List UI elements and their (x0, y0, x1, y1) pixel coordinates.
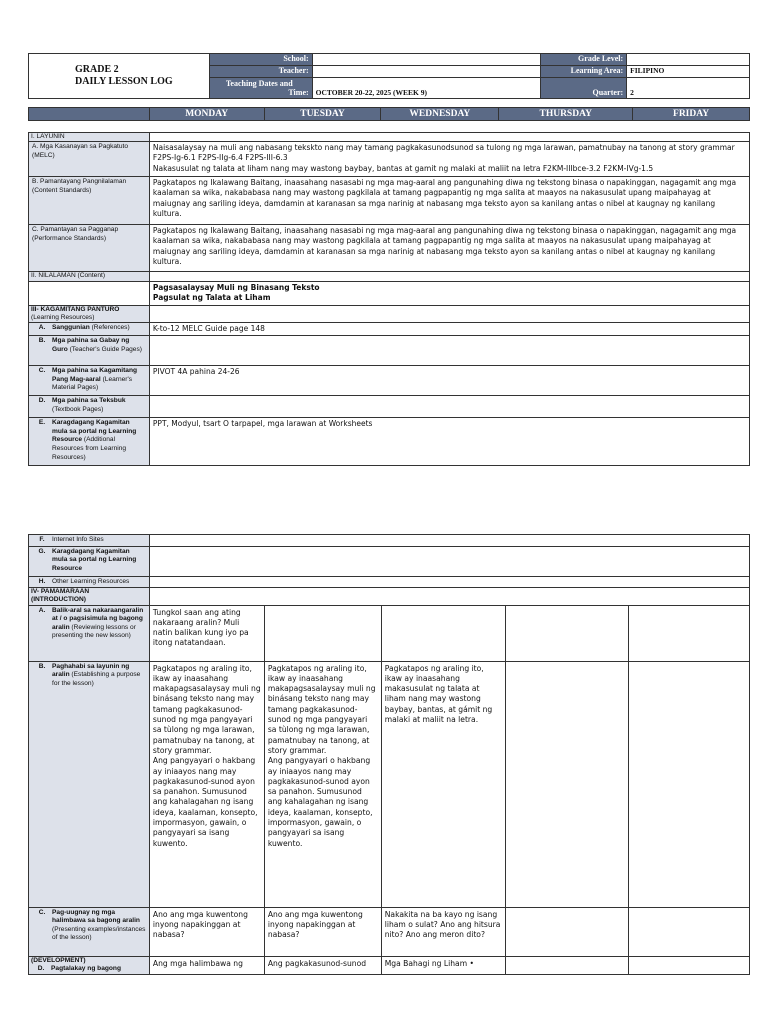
purpose-sub: (Establishing a purpose for the lesson) (52, 671, 141, 687)
performance-standards-label: C. Pamantayan sa Pagganap (32, 226, 119, 234)
performance-standards-cell (29, 225, 150, 272)
learning-area-field[interactable]: FILIPINO (627, 66, 750, 78)
melc-sub: (MELC) (32, 151, 55, 159)
examples-n: C. (38, 908, 46, 916)
kagamitan-title: III- KAGAMITANG PANTURO (31, 305, 120, 313)
blank-field (627, 78, 750, 88)
dates-field[interactable]: OCTOBER 20-22, 2025 (WEEK 9) (312, 78, 541, 99)
teacher-label: Teacher: (209, 66, 312, 78)
quarter-label: Quarter: (541, 88, 627, 99)
review-thursday (505, 605, 629, 661)
day-friday: FRIDAY (633, 108, 750, 121)
examples-thursday (505, 907, 629, 956)
other-lr-label: Other Learning Resources (52, 577, 130, 585)
day-monday: MONDAY (149, 108, 264, 121)
day-tuesday: TUESDAY (264, 108, 381, 121)
development-label: (DEVELOPMENT) (31, 956, 86, 964)
layunin-blank (149, 133, 749, 142)
sanggunian-text: K-to-12 MELC Guide page 148 (149, 323, 749, 336)
melc-label: A. Mga Kasanayan sa Pagkatuto (32, 143, 129, 151)
nilalaman-line2: Pagsulat ng Talata at Liham (152, 293, 271, 303)
additional-resources-sub: (Additional Resources from Learning Resources) (52, 436, 127, 461)
discussion-label: Pagtalakay ng bagong (51, 964, 121, 972)
discussion-thursday (505, 956, 629, 974)
purpose-friday (629, 661, 750, 907)
textbook-text (149, 396, 749, 418)
pamamaraan-blank (149, 588, 749, 605)
discussion-monday: Ang mga halimbawa ng (149, 956, 264, 974)
dates-label (209, 78, 312, 99)
content-standards-sub: (Content Standards) (32, 186, 92, 194)
nilalaman-title: II. NILALAMAN (31, 272, 76, 280)
discussion-wednesday: Mga Bahagi ng Liham • (381, 956, 505, 974)
additional-resources-cell (29, 418, 150, 466)
day-thursday: THURSDAY (499, 108, 633, 121)
examples-sub: (Presenting examples/instances of the lesson) (52, 925, 146, 942)
review-monday: Tungkol saan ang ating nakaraang aralin? Muli natin balikan kung iyo pa itong natatandaan. (149, 605, 264, 661)
teachers-guide-label: Mga pahina sa Gabay ng Guro (52, 337, 130, 353)
performance-standards-text: Pagkatapos ng Ikalawang Baitang, inaasahang nasasabi ng mga mag-aaral ang pangunahing diwa ng tekstong binasa o napakinggan, nagagamit ang mga kaalaman sa wika, nakababasa nang may wastong pagkilala at tamang pagpapantig ng mga salita at maayos na nakasusulat upang maipahayag at maiugnay ang sariling ideya, damdamin at karanasan sa mga narinig at nabasang mga teksto ayon sa kanilang antas o nibel at kaugnay ng kanilang kultura. (149, 225, 749, 272)
examples-label: Pag-uugnay ng mga halimbawa sa bagong aralin (52, 908, 140, 925)
sanggunian-label: Sanggunian (52, 324, 90, 332)
grade-level-field[interactable] (627, 54, 750, 66)
internet-sites-blank (149, 535, 749, 547)
additional-lr-label: Karagdagang Kagamitan mula sa portal ng Learning Resource (52, 547, 137, 572)
teachers-guide-n: B. (38, 337, 46, 345)
sanggunian-n: A. (38, 324, 46, 332)
review-wednesday (381, 605, 505, 661)
internet-sites-cell (29, 535, 150, 547)
learning-area-label: Learning Area: (541, 66, 627, 78)
procedures-table (28, 534, 750, 975)
dates-label-line2: Time: (288, 88, 309, 97)
examples-tuesday: Ano ang mga kuwentong inyong napakinggan at nabasa? (264, 907, 381, 956)
discussion-tuesday: Ang pagkakasunod-sunod (264, 956, 381, 974)
nilalaman-title-cell (29, 272, 150, 282)
discussion-friday (629, 956, 750, 974)
examples-friday (629, 907, 750, 956)
nilalaman-content (149, 282, 749, 305)
additional-lr-cell (29, 546, 150, 576)
textbook-sub: (Textbook Pages) (52, 405, 104, 413)
teachers-guide-text (149, 336, 749, 366)
purpose-n: B. (38, 662, 46, 670)
dll-title: DAILY LESSON LOG (75, 76, 173, 87)
purpose-cell (29, 661, 150, 907)
nilalaman-label-blank (29, 282, 150, 305)
melc-label-cell (29, 142, 150, 177)
sanggunian-sub: (References) (89, 324, 130, 332)
teachers-guide-sub: (Teacher's Guide Pages) (67, 345, 142, 353)
other-lr-blank (149, 576, 749, 588)
melc-text: Naisasalaysay na muli ang nabasang tekskto nang may tamang pagkakasunodsunod sa tulong ng mga larawan, pamatnubay na tanong at story grammar F2PS-Ig-6.1 F2PS-IIg-6.4 F2PS-III-6.3 (152, 143, 735, 163)
review-cell (29, 605, 150, 661)
additional-resources-label: Karagdagang Kagamitan mula sa portal ng Learning Resource (52, 419, 137, 444)
nilalaman-sub: (Content) (75, 272, 106, 280)
grade-level-label: Grade Level: (541, 54, 627, 66)
purpose-thursday (505, 661, 629, 907)
dates-label-line1: Teaching Dates and (225, 79, 293, 88)
other-lr-cell (29, 576, 150, 588)
review-friday (629, 605, 750, 661)
performance-standards-sub: (Performance Standards) (32, 234, 107, 242)
school-field[interactable] (312, 54, 541, 66)
content-standards-text: Pagkatapos ng Ikalawang Baitang, inaasahang nasasabi ng mga mag-aaral ang pangunahing diwa ng tekstong binasa o napakinggan, nagagamit ang mga kaalaman sa wika, nakababasa nang may wastong pagkilala at tamang pagpapantig ng mga salita at maayos na nakasusulat upang maipahayag at maiugnay ang sariling ideya, damdamin at karanasan sa mga narinig at nabasang mga teksto ayon sa kanilang antas o nibel at kaugnay ng kanilang kultura. (149, 177, 749, 225)
objectives-table (28, 132, 750, 466)
learners-material-sub: (Learner's Material Pages) (52, 375, 133, 392)
textbook-label: Mga pahina sa Teksbuk (52, 397, 126, 405)
introduction-label: (INTRODUCTION) (31, 596, 86, 604)
textbook-n: D. (38, 397, 46, 405)
pamamaraan-title: IV- PAMAMARAAN (31, 588, 90, 596)
learners-material-label: Mga pahina sa Kagamitang Pang Mag-aaral (52, 367, 138, 383)
purpose-label: Paghahabi sa layunin ng aralin (52, 662, 130, 679)
internet-sites-n: F. (39, 536, 45, 543)
internet-sites-label: Internet Info Sites (52, 536, 104, 543)
learners-material-n: C. (38, 367, 46, 375)
pamamaraan-title-cell (29, 588, 150, 605)
review-tuesday (264, 605, 381, 661)
melc-content (149, 142, 749, 177)
review-sub: (Reviewing lessons or presenting the new lesson) (52, 623, 136, 640)
other-lr-n: H. (38, 577, 46, 585)
teacher-field[interactable] (312, 66, 541, 78)
school-label: School: (209, 54, 312, 66)
nilalaman-line1: Pagsasalaysay Muli ng Binasang Teksto (152, 283, 320, 293)
textbook-cell (29, 396, 150, 418)
day-header-table (28, 107, 750, 121)
additional-resources-n: E. (38, 419, 46, 427)
kagamitan-sub: (Learning Resources) (31, 313, 95, 321)
header-title-cell (29, 54, 210, 99)
additional-lr-n: G. (38, 547, 46, 555)
content-standards-label: B. Pamantayang Pangnilalaman (32, 178, 127, 186)
day-header-blank (29, 108, 150, 121)
development-cell (29, 956, 150, 974)
learners-material-text: PIVOT 4A pahina 24-26 (149, 366, 749, 396)
layunin-title: I. LAYUNIN (29, 133, 150, 142)
teachers-guide-cell (29, 336, 150, 366)
learners-material-cell (29, 366, 150, 396)
review-n: A. (38, 606, 46, 614)
nilalaman-blank (149, 272, 749, 282)
discussion-n: D. (37, 964, 45, 972)
header-table (28, 53, 750, 99)
additional-lr-blank (149, 546, 749, 576)
examples-monday: Ano ang mga kuwentong inyong napakinggan at nabasa? (149, 907, 264, 956)
melc-text2: Nakasusulat ng talata at liham nang may wastong baybay, bantas at gamit ng malaki at maliit na letra F2KM-IIIbce-3.2 F2KM-IVg-1.5 (152, 163, 654, 173)
quarter-field[interactable]: 2 (627, 88, 750, 99)
additional-resources-text: PPT, Modyul, tsart O tarpapel, mga larawan at Worksheets (149, 418, 749, 466)
blank-label (541, 78, 627, 88)
purpose-tuesday: Pagkatapos ng araling ito, ikaw ay inaasahang makapagsasalaysay muli ng binásang teksto nang may tamang pagkakasunod-sunod ng mga pangyayari sa tùlong ng mga larawan, pamatnubay na tanong, at story grammar. Ang pangyayari o hakbang ay iniaayos nang may pagkakasunod-sunod ayon sa panahon. Sumusunod ang kahalagahan ng isang ideya, kaalaman, konsepto, impormasyon, gawain, o pangyayari sa isang kuwento. (264, 661, 381, 907)
review-label: Balik-aral sa nakaraangaralin at / o pagsisimula ng bagong aralin (52, 606, 144, 631)
sanggunian-cell (29, 323, 150, 336)
examples-cell (29, 907, 150, 956)
purpose-wednesday: Pagkatapos ng araling ito, ikaw ay inaasahang makasusulat ng talata at liham nang may wastong baybay, bantas, at gámit ng malaki at maliit na letra. (381, 661, 505, 907)
kagamitan-title-cell (29, 305, 150, 322)
day-wednesday: WEDNESDAY (381, 108, 499, 121)
grade-title: GRADE 2 (75, 64, 119, 75)
kagamitan-blank (149, 305, 749, 322)
content-standards-cell (29, 177, 150, 225)
purpose-monday: Pagkatapos ng araling ito, ikaw ay inaasahang makapagsasalaysay muli ng binásang teksto nang may tamang pagkakasunod-sunod ng mga pangyayari sa tùlong ng mga larawan, pamatnubay na tanong, at story grammar. Ang pangyayari o hakbang ay iniaayos nang may pagkakasunod-sunod ayon sa panahon. Sumusunod ang kahalagahan ng isang ideya, kaalaman, konsepto, impormasyon, gawain, o pangyayari sa isang kuwento. (149, 661, 264, 907)
examples-wednesday: Nakakita na ba kayo ng isang liham o sulat? Ano ang hitsura nito? Ano ang meron dito? (381, 907, 505, 956)
